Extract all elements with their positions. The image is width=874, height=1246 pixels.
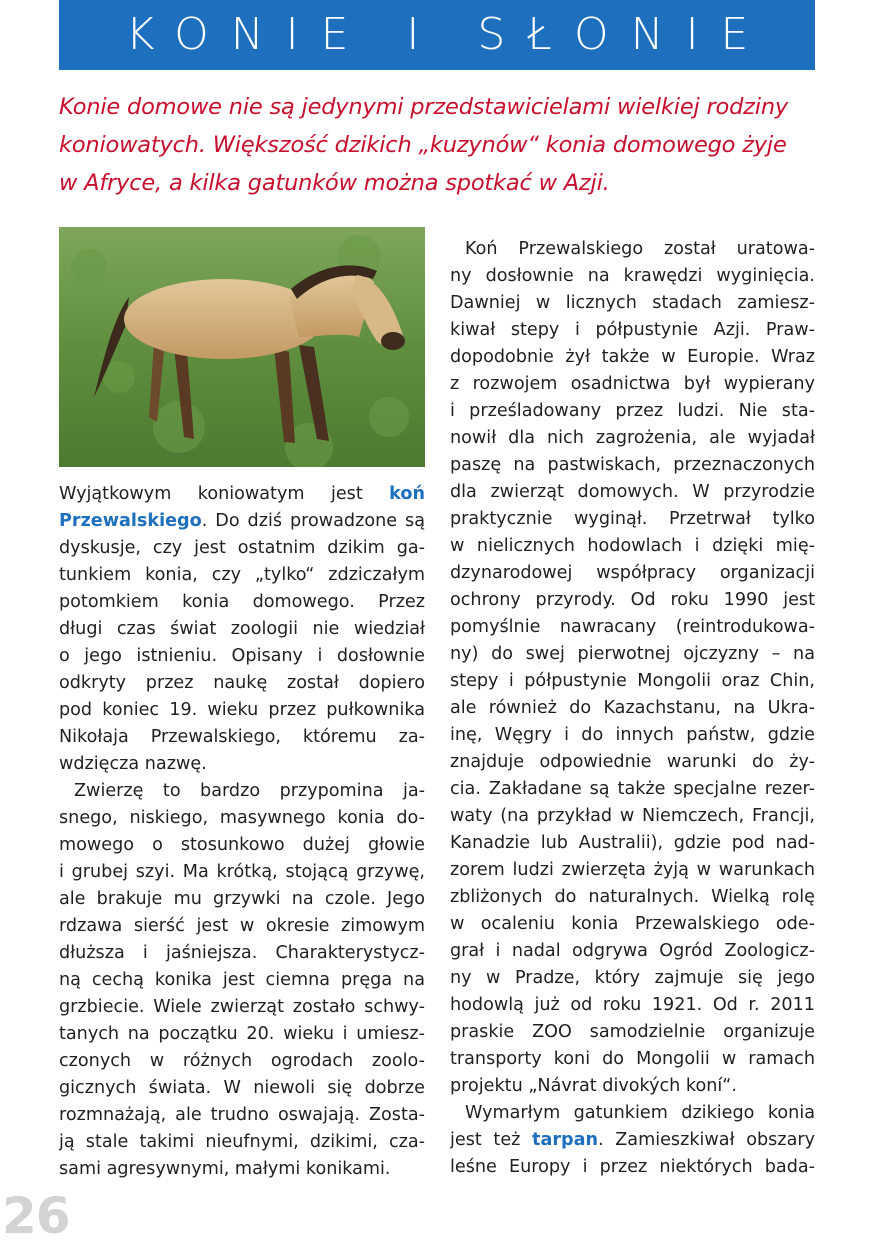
text-line: ją stale takimi nieufnymi, dzikimi, cza- <box>59 1132 425 1152</box>
text-line: długi czas świat zoologii nie wiedział <box>59 619 425 639</box>
horse-illustration <box>59 227 425 467</box>
text-line: inę, Węgry i do innych państw, gdzie <box>450 725 815 745</box>
text-line: Koń Przewalskiego został uratowa- <box>465 239 815 259</box>
text-line: czonych w różnych ogrodach zoolo- <box>59 1051 425 1071</box>
text-line: transporty koni do Mongolii w ramach <box>450 1049 815 1069</box>
text-line: Dawniej w licznych stadach zamiesz- <box>450 293 815 313</box>
text-line: rozmnażają, ale trudno oswajają. Zosta- <box>59 1105 425 1125</box>
text-line: leśne Europy i przez niektórych bada- <box>450 1157 815 1177</box>
text-line: o jego istnieniu. Opisany i dosłownie <box>59 646 425 666</box>
text-line: pomyślnie nawracany (reintrodukowa- <box>450 617 815 637</box>
text-line: grał i nadal odgrywa Ogród Zoologicz- <box>450 941 815 961</box>
text-line: ale również do Kazachstanu, na Ukra- <box>450 698 815 718</box>
text-line: ny w Pradze, który zajmuje się jego <box>450 968 815 988</box>
chapter-title: KONIE I SŁONIE <box>125 9 771 60</box>
text-line: i grubej szyi. Ma krótką, stojącą grzywę, <box>59 862 425 882</box>
term-highlight: koń <box>389 484 425 504</box>
text-line: ną cechą konika jest ciemna pręga na <box>59 970 425 990</box>
text-line <box>59 481 425 508</box>
term-highlight: tarpan <box>532 1130 598 1150</box>
text-line: waty (na przykład w Niemczech, Francji, <box>450 806 815 826</box>
text-line: kiwał stepy i półpustynie Azji. Praw- <box>450 320 815 340</box>
right-column <box>450 236 815 1181</box>
text-line: w ocaleniu konia Przewalskiego ode- <box>450 914 815 934</box>
text-line: praskie ZOO samodzielnie organizuje <box>450 1022 815 1042</box>
text-run: . Do dziś prowadzone są <box>201 511 425 531</box>
text-line: potomkiem konia domowego. Przez <box>59 592 425 612</box>
text-line: praktycznie wyginął. Przetrwał tylko <box>450 509 815 529</box>
text-line: dla zwierząt domowych. W przyrodzie <box>450 482 815 502</box>
text-line: zorem ludzi zwierzęta żyją w warunkach <box>450 860 815 880</box>
text-line: ale brakuje mu grzywki na czole. Jego <box>59 889 425 909</box>
text-line: gicznych świata. W niewoli się dobrze <box>59 1078 425 1098</box>
text-line: ochrony przyrody. Od roku 1990 jest <box>450 590 815 610</box>
text-line: grzbiecie. Wiele zwierząt zostało schwy- <box>59 997 425 1017</box>
chapter-header <box>59 0 815 70</box>
text-line: snego, niskiego, masywnego konia do- <box>59 808 425 828</box>
text-run: Wyjątkowym koniowatym jest <box>59 484 390 504</box>
text-line: zbliżonych do naturalnych. Wielką rolę <box>450 887 815 907</box>
intro-line: koniowatych. Większość dzikich „kuzynów“ konia domowego żyje <box>59 132 787 158</box>
text-line: i prześladowany przez ludzi. Nie sta- <box>450 401 815 421</box>
text-line: Nikołaja Przewalskiego, któremu za- <box>59 727 425 747</box>
left-column <box>59 481 425 1183</box>
text-line: ny dosłownie na krawędzi wyginięcia. <box>450 266 815 286</box>
text-line: stepy i półpustynie Mongolii oraz Chin, <box>450 671 815 691</box>
text-line: dopodobnie żył także w Europie. Wraz <box>450 347 815 367</box>
text-line: w nielicznych hodowlach i dzięki mię- <box>450 536 815 556</box>
text-line: odkryty przez naukę został dopiero <box>59 673 425 693</box>
text-line: mowego o stosunkowo dużej głowie <box>59 835 425 855</box>
term-highlight: Przewalskiego <box>59 511 202 531</box>
text-line: cia. Zakładane są także specjalne rezer- <box>450 779 815 799</box>
text-run: jest też <box>450 1130 533 1150</box>
text-line: wdzięcza nazwę. <box>59 754 207 774</box>
text-line: dyskusje, czy jest ostatnim dzikim ga- <box>59 538 425 558</box>
text-line: znajduje odpowiednie warunki do ży- <box>450 752 815 772</box>
page-number: 26 <box>2 1187 70 1245</box>
text-line: tanych na początku 20. wieku i umiesz- <box>59 1024 425 1044</box>
text-line: ny) do swej pierwotnej ojczyzny – na <box>450 644 815 664</box>
intro-paragraph <box>59 88 819 202</box>
text-line: hodowlą już od roku 1921. Od r. 2011 <box>450 995 815 1015</box>
text-run: . Zamieszkiwał obszary <box>598 1130 815 1150</box>
text-line: nowił dla nich zagrożenia, ale wyjadał <box>450 428 815 448</box>
text-line: Wymarłym gatunkiem dzikiego konia <box>465 1103 815 1123</box>
intro-line: w Afryce, a kilka gatunków można spotkać w Azji. <box>59 170 610 196</box>
text-line: z rozwojem osadnictwa był wypierany <box>450 374 815 394</box>
text-line: Kanadzie lub Australii), gdzie pod nad- <box>450 833 815 853</box>
text-line: dzynarodowej współpracy organizacji <box>450 563 815 583</box>
text-line: paszę na pastwiskach, przeznaczonych <box>450 455 815 475</box>
text-line: dłuższa i jaśniejsza. Charakterystycz- <box>59 943 425 963</box>
text-line: rdzawa sierść jest w okresie zimowym <box>59 916 425 936</box>
intro-line: Konie domowe nie są jedynymi przedstawicielami wielkiej rodziny <box>59 94 788 120</box>
text-line: sami agresywnymi, małymi konikami. <box>59 1159 391 1179</box>
text-line <box>450 1127 815 1154</box>
text-line: projektu „Návrat divokých koní“. <box>450 1076 737 1096</box>
text-line: tunkiem konia, czy „tylko“ zdziczałym <box>59 565 425 585</box>
text-line <box>59 508 425 535</box>
text-line: pod koniec 19. wieku przez pułkownika <box>59 700 425 720</box>
przewalski-horse-photo <box>59 227 425 467</box>
text-line: Zwierzę to bardzo przypomina ja- <box>74 781 425 801</box>
